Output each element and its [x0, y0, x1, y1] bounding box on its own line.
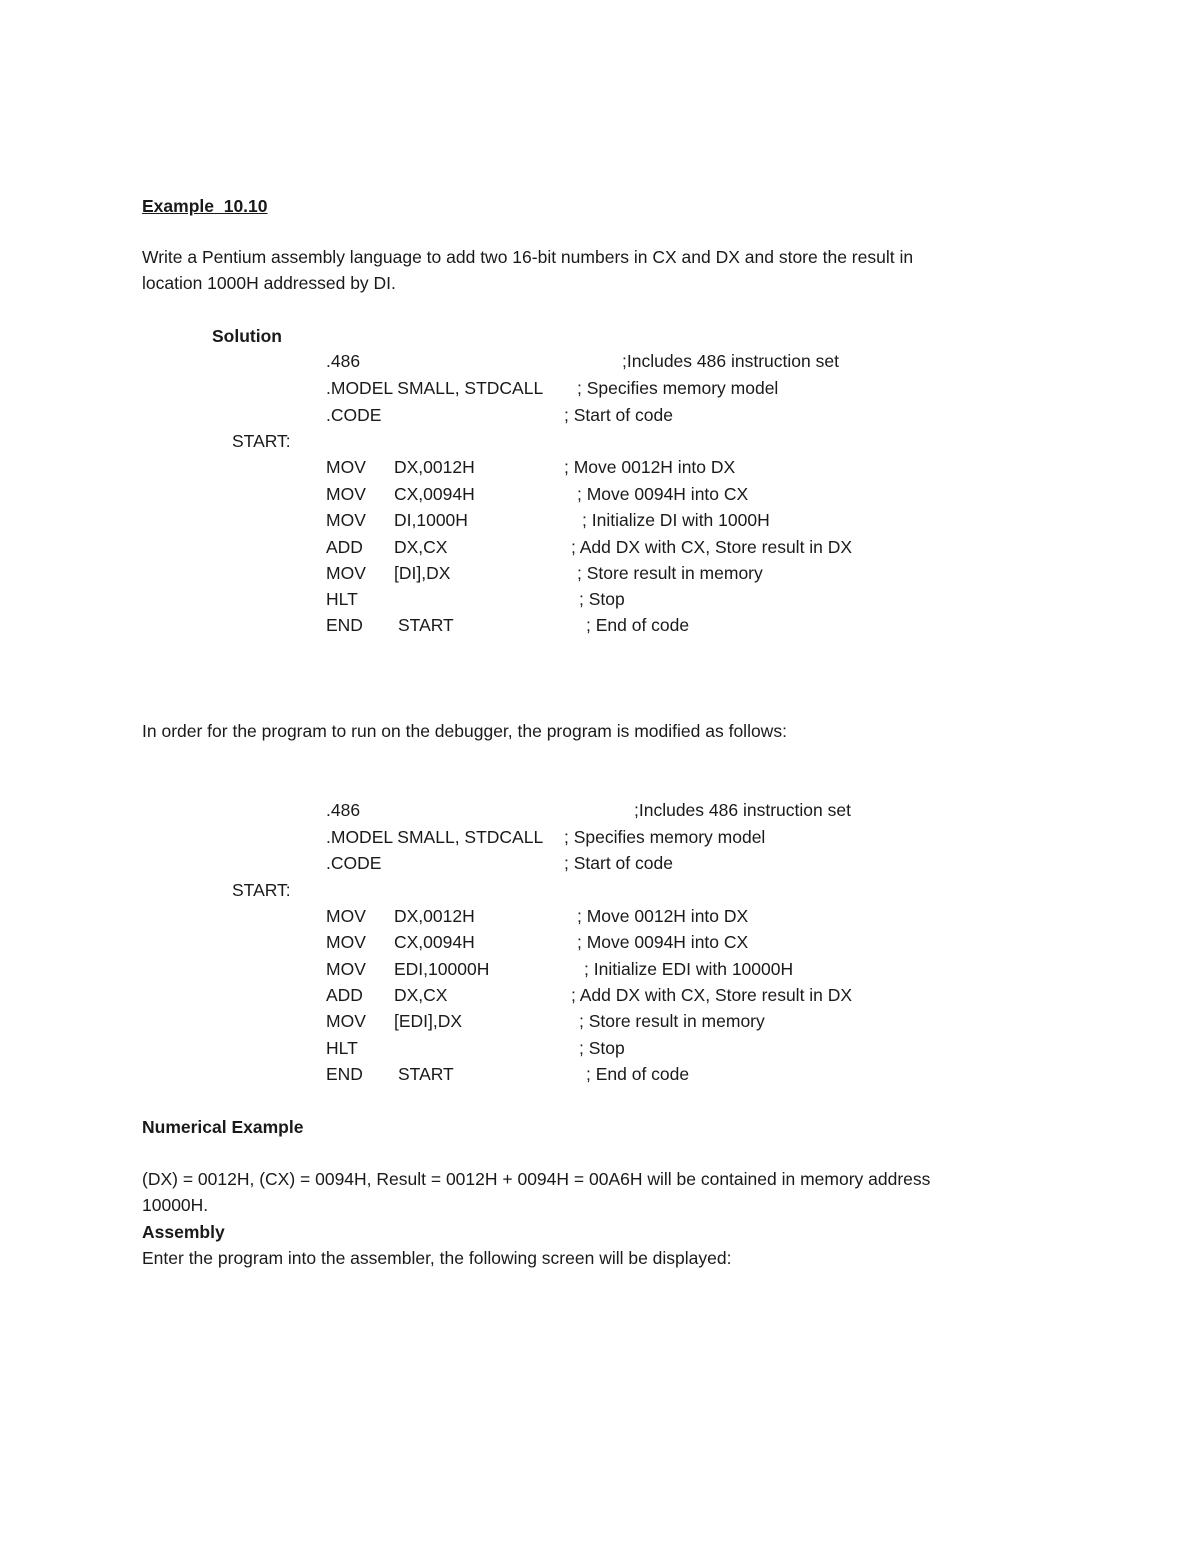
instruction-op: MOV: [326, 906, 366, 926]
numerical-example-heading: Numerical Example: [142, 1117, 304, 1137]
instruction-args: [EDI],DX: [394, 1011, 463, 1031]
assembly-instruction: Enter the program into the assembler, the following screen will be displayed:: [142, 1248, 732, 1268]
instruction-comment: ; Stop: [579, 1038, 625, 1058]
instruction-comment: ; Store result in memory: [579, 1011, 765, 1031]
instruction-comment: ; End of code: [586, 615, 690, 635]
instruction-args: CX,0094H: [394, 932, 475, 952]
instruction-args: [DI],DX: [394, 563, 451, 583]
instruction-op: ADD: [326, 985, 363, 1005]
solution-label: Solution: [212, 326, 282, 346]
instruction-op: MOV: [326, 484, 366, 504]
instruction-args: CX,0094H: [394, 484, 475, 504]
instruction-op: END: [326, 615, 363, 635]
instruction-comment: ; End of code: [586, 1064, 690, 1084]
numerical-example-line-2: 10000H.: [142, 1195, 209, 1215]
instruction-comment: ; Move 0094H into CX: [577, 484, 749, 504]
instruction-op: MOV: [326, 457, 366, 477]
instruction-args: DX,CX: [394, 537, 448, 557]
directive-comment: ;Includes 486 instruction set: [634, 800, 851, 820]
directive-code: .CODE: [326, 405, 382, 425]
directive-code: .486: [326, 351, 361, 371]
instruction-comment: ; Move 0012H into DX: [577, 906, 749, 926]
instruction-op: MOV: [326, 510, 366, 530]
directive-comment: ; Specifies memory model: [577, 378, 779, 398]
instruction-op: HLT: [326, 589, 358, 609]
instruction-comment: ; Stop: [579, 589, 625, 609]
problem-statement-line-1: Write a Pentium assembly language to add two 16-bit numbers in CX and DX and store the result in: [142, 247, 914, 267]
directive-code: .MODEL SMALL, STDCALL: [326, 378, 544, 398]
directive-code: .CODE: [326, 853, 382, 873]
directive-comment: ;Includes 486 instruction set: [622, 351, 839, 371]
directive-code: .MODEL SMALL, STDCALL: [326, 827, 544, 847]
instruction-comment: ; Move 0094H into CX: [577, 932, 749, 952]
instruction-comment: ; Initialize EDI with 10000H: [584, 959, 794, 979]
instruction-args: DX,CX: [394, 985, 448, 1005]
directive-comment: ; Start of code: [564, 405, 673, 425]
numerical-example-line-1: (DX) = 0012H, (CX) = 0094H, Result = 0012H + 0094H = 00A6H will be contained in memory address: [142, 1169, 931, 1189]
directive-comment: ; Specifies memory model: [564, 827, 766, 847]
instruction-args: DX,0012H: [394, 906, 475, 926]
instruction-comment: ; Add DX with CX, Store result in DX: [571, 985, 853, 1005]
directive-comment: ; Start of code: [564, 853, 673, 873]
instruction-op: ADD: [326, 537, 363, 557]
instruction-args: START: [398, 1064, 454, 1084]
instruction-comment: ; Add DX with CX, Store result in DX: [571, 537, 853, 557]
instruction-args: DX,0012H: [394, 457, 475, 477]
assembly-heading: Assembly: [142, 1222, 225, 1242]
instruction-args: DI,1000H: [394, 510, 468, 530]
directive-code: .486: [326, 800, 361, 820]
instruction-op: MOV: [326, 1011, 366, 1031]
instruction-comment: ; Store result in memory: [577, 563, 763, 583]
debugger-note: In order for the program to run on the debugger, the program is modified as follows:: [142, 721, 787, 741]
instruction-op: MOV: [326, 959, 366, 979]
start-label: START:: [232, 431, 291, 451]
instruction-args: EDI,10000H: [394, 959, 490, 979]
instruction-op: HLT: [326, 1038, 358, 1058]
example-heading: Example 10.10: [142, 196, 268, 216]
instruction-op: MOV: [326, 932, 366, 952]
instruction-comment: ; Move 0012H into DX: [564, 457, 736, 477]
problem-statement-line-2: location 1000H addressed by DI.: [142, 273, 396, 293]
start-label: START:: [232, 880, 291, 900]
instruction-comment: ; Initialize DI with 1000H: [582, 510, 770, 530]
instruction-op: MOV: [326, 563, 366, 583]
instruction-op: END: [326, 1064, 363, 1084]
instruction-args: START: [398, 615, 454, 635]
